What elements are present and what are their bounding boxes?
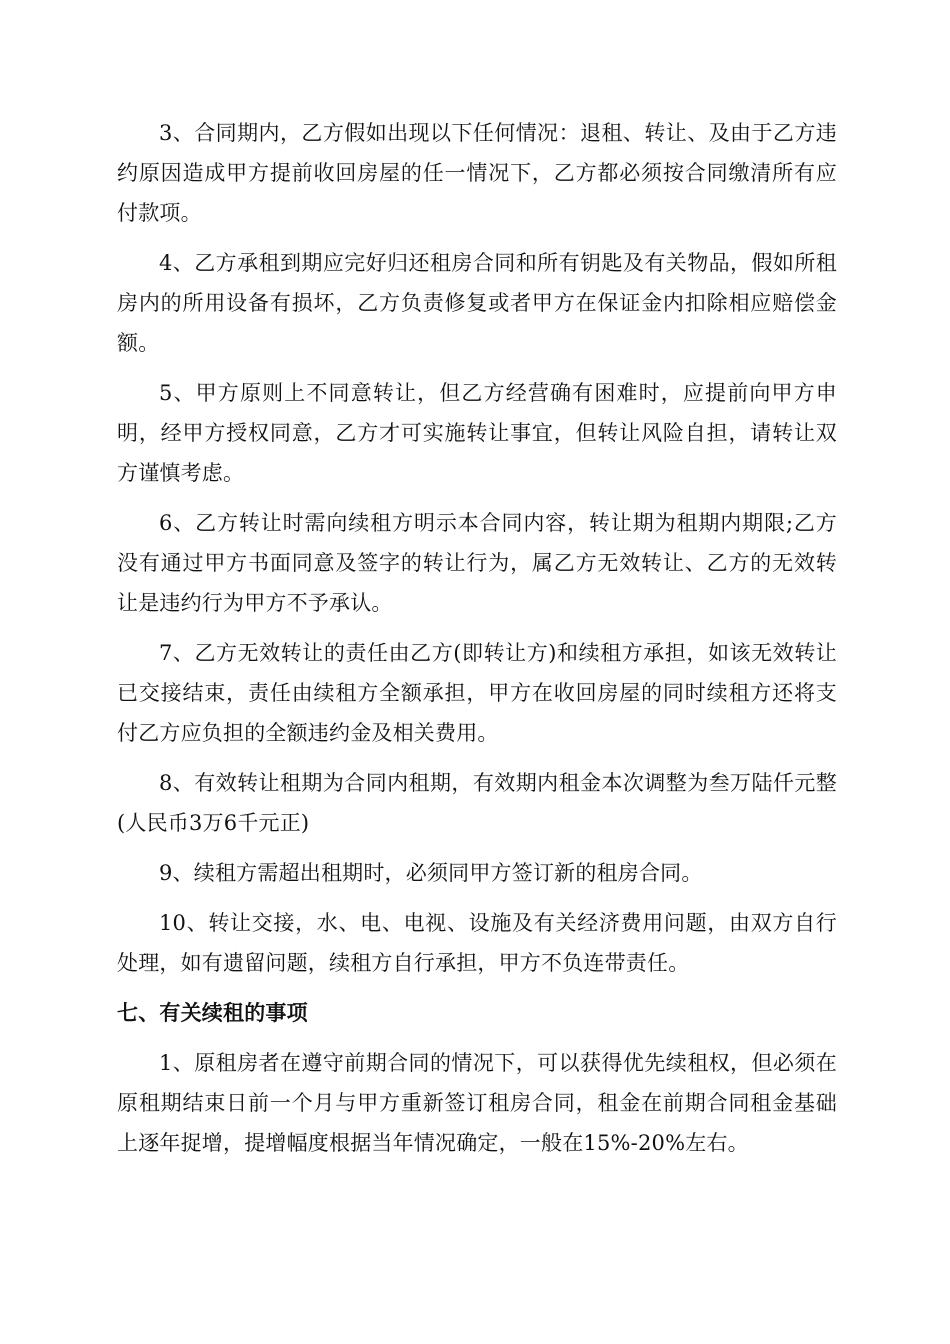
clause-4: 4、乙方承租到期应完好归还租房合同和所有钥匙及有关物品，假如所租房内的所用设备有损坏，乙方负责修复或者甲方在保证金内扣除相应赔偿金额。 — [117, 251, 837, 355]
clause-10: 10、转让交接，水、电、电视、设施及有关经济费用问题，由双方自行处理，如有遗留问题，续租方自行承担，甲方不负连带责任。 — [117, 911, 837, 975]
renewal-clause-1: 1、原租房者在遵守前期合同的情况下，可以获得优先续租权，但必须在原租期结束日前一个月与甲方重新签订租房合同，租金在前期合同租金基础上逐年捉增，提增幅度根据当年情况确定，一般在15%-20%左右。 — [117, 1051, 837, 1155]
document-body — [117, 113, 837, 1173]
section-heading: 七、有关续租的事项 — [117, 1001, 308, 1025]
clause-3: 3、合同期内，乙方假如出现以下任何情况：退租、转让、及由于乙方违约原因造成甲方提前收回房屋的任一情况下，乙方都必须按合同缴清所有应付款项。 — [117, 121, 837, 225]
clause-7: 7、乙方无效转让的责任由乙方(即转让方)和续租方承担，如该无效转让已交接结束，责任由续租方全额承担，甲方在收回房屋的同时续租方还将支付乙方应负担的全额违约金及相关费用。 — [117, 641, 837, 745]
clause-8: 8、有效转让租期为合同内租期，有效期内租金本次调整为叁万陆仟元整(人民币3万6千元正) — [117, 771, 837, 835]
clause-5: 5、甲方原则上不同意转让，但乙方经营确有困难时，应提前向甲方申明，经甲方授权同意，乙方才可实施转让事宜，但转让风险自担，请转让双方谨慎考虑。 — [117, 381, 837, 485]
clause-6: 6、乙方转让时需向续租方明示本合同内容，转让期为租期内期限;乙方没有通过甲方书面同意及签字的转让行为，属乙方无效转让、乙方的无效转让是违约行为甲方不予承认。 — [117, 511, 837, 615]
clause-9: 9、续租方需超出租期时，必须同甲方签订新的租房合同。 — [159, 861, 703, 885]
